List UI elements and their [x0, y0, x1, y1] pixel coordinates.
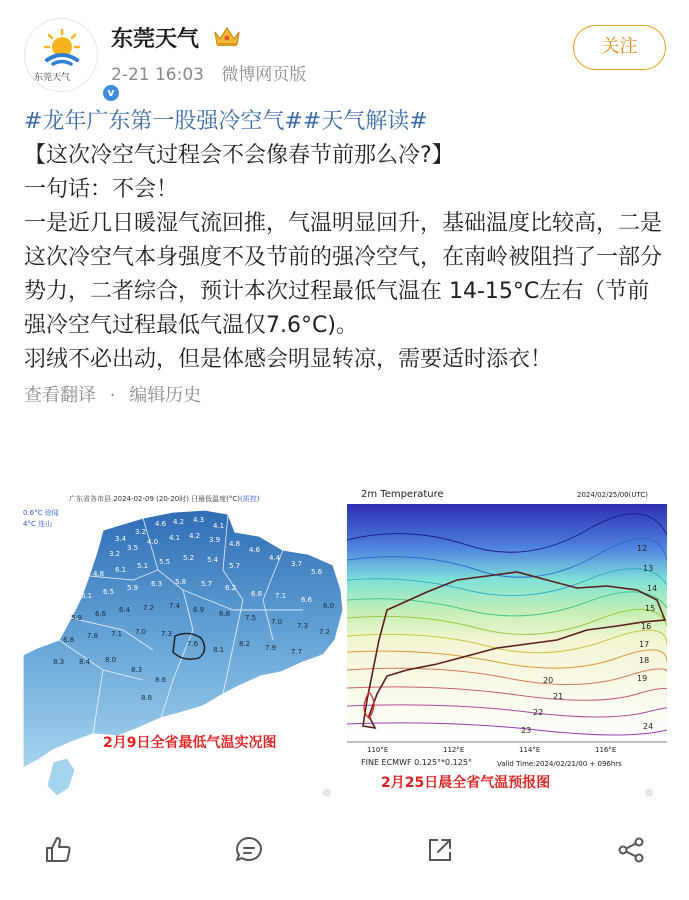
map-value-label: 8.2 — [239, 640, 251, 648]
username[interactable]: 东莞天气 — [111, 27, 200, 52]
map-value-label: 7.0 — [271, 618, 283, 626]
see-translation-link[interactable]: 查看翻译 — [24, 385, 96, 406]
post-header — [0, 0, 689, 99]
map-value-label: 5.2 — [183, 554, 195, 562]
contour-label: 17 — [639, 640, 650, 649]
map-value-label: 4.2 — [189, 532, 201, 540]
post-paragraph-4: 羽绒不必出动，但是体感会明显转凉，需要适时添衣！ — [24, 347, 553, 372]
map-value-label: 8.6 — [155, 676, 167, 684]
map-value-label: 7.1 — [111, 630, 123, 638]
avatar[interactable] — [24, 18, 115, 99]
map-value-label: 6.8 — [251, 590, 263, 598]
map-value-label: 7.3 — [297, 622, 309, 630]
map-value-label: 5.7 — [229, 562, 241, 570]
forecast-caption: 2月25日晨全省气温预报图 — [381, 775, 551, 791]
map-value-label: 4.3 — [193, 516, 205, 524]
map-value-label: 4.8 — [93, 570, 105, 578]
map-value-label: 4.4 — [269, 554, 281, 562]
map-value-label: 7.5 — [245, 614, 257, 622]
map-value-label: 7.2 — [319, 628, 331, 636]
post-paragraph-1: 【这次冷空气过程会不会像春节前那么冷?】 — [24, 143, 454, 168]
comment-icon — [233, 834, 265, 866]
forecast-valid-time: Valid Time:2024/02/21/00 + 096hrs — [497, 760, 622, 768]
verified-badge-icon: v — [101, 83, 121, 103]
contour-label: 16 — [641, 622, 652, 631]
map-value-label: 4.1 — [169, 534, 181, 542]
map-caption: 2月9日全省最低气温实况图 — [103, 735, 277, 751]
contour-label: 18 — [639, 656, 650, 665]
map-value-label: 3.5 — [127, 544, 139, 552]
map-value-label: 3.2 — [109, 550, 121, 558]
image-forecast-map[interactable] — [347, 480, 667, 800]
map-value-label: 8.3 — [131, 666, 143, 674]
contour-label: 22 — [533, 708, 544, 717]
post-footer-links — [24, 381, 669, 411]
edit-history-link[interactable]: 编辑历史 — [129, 385, 202, 406]
contour-label: 13 — [643, 564, 654, 573]
contour-label: 21 — [553, 692, 564, 701]
map-value-label: 5.4 — [207, 556, 219, 564]
image-min-temp-map[interactable] — [23, 480, 343, 800]
contour-label: 19 — [637, 674, 648, 683]
map-value-label: 6.5 — [103, 588, 115, 596]
map-value-label: 8.8 — [141, 694, 153, 702]
map-value-label: 7.3 — [161, 630, 173, 638]
map-value-label: 5.7 — [201, 580, 213, 588]
map-value-label: 8.3 — [53, 658, 65, 666]
post-content — [24, 105, 669, 411]
contour-label: 20 — [543, 676, 554, 685]
map-value-label: 6.1 — [115, 566, 127, 574]
map-value-label: 7.2 — [143, 604, 155, 612]
crown-icon[interactable] — [212, 24, 242, 48]
map-value-label: 6.2 — [225, 584, 237, 592]
action-bar — [0, 820, 689, 880]
map-value-label: 6.9 — [193, 606, 205, 614]
post-paragraph-2: 一句话：不会！ — [24, 177, 179, 202]
map-value-label: 6.8 — [219, 610, 231, 618]
share-icon — [615, 834, 647, 866]
map-value-label: 4.8 — [229, 540, 241, 548]
map-value-label: 3.9 — [209, 536, 221, 544]
map-value-label: 3.7 — [291, 560, 303, 568]
map-value-label: 6.4 — [119, 606, 131, 614]
lon-label-116: 116°E — [595, 746, 617, 754]
contour-label: 23 — [521, 726, 532, 735]
map-value-label: 5.5 — [159, 558, 171, 566]
map-value-label: 6.6 — [301, 596, 313, 604]
avatar-text: 东莞天气 — [34, 73, 71, 83]
map-value-label: 8.4 — [79, 658, 91, 666]
forecast-model: FINE ECMWF 0.125°*0.125° — [361, 758, 472, 767]
map-value-label: 7.0 — [135, 628, 147, 636]
forward-icon — [424, 834, 456, 866]
map-value-label: 7.6 — [187, 640, 199, 648]
map-value-label: 3.4 — [115, 535, 127, 543]
comment-button[interactable] — [229, 830, 269, 870]
map-legend-2: 4°C 连山 — [23, 520, 53, 528]
map-value-label: 5.1 — [137, 562, 149, 570]
map-value-label: 6.3 — [151, 580, 163, 588]
post-date: 2-21 16:03 — [111, 65, 204, 85]
map-value-label: 3.2 — [135, 528, 147, 536]
map-value-label: 5.8 — [175, 578, 187, 586]
map-value-label: 4.2 — [173, 518, 185, 526]
contour-label: 24 — [643, 722, 654, 731]
weibo-watermark-icon: ◎ — [645, 788, 653, 798]
contour-label: 14 — [647, 584, 658, 593]
temperature-contour-icon — [347, 480, 667, 800]
contour-label: 12 — [637, 544, 648, 553]
map-value-label: 5.9 — [127, 584, 139, 592]
like-button[interactable] — [38, 830, 78, 870]
map-value-label: 8.1 — [213, 646, 225, 654]
map-value-label: 7.4 — [169, 602, 181, 610]
weibo-watermark-icon: ◎ — [323, 788, 331, 798]
map-value-label: 7.1 — [275, 592, 287, 600]
post-source[interactable]: 微博网页版 — [221, 65, 307, 85]
like-icon — [42, 834, 74, 866]
follow-button[interactable]: 关注 — [573, 25, 666, 70]
map-value-label: 4.6 — [155, 520, 167, 528]
map-value-label: 5.6 — [311, 568, 323, 576]
share-button[interactable] — [611, 830, 651, 870]
separator: · — [109, 385, 116, 406]
map-value-label: 4.0 — [147, 538, 159, 546]
lon-label-112: 112°E — [443, 746, 465, 754]
map-title: 广东省各市县 2024-02-09 (20-20时) 日最低温度(°C)(质控) — [69, 495, 260, 503]
post-paragraph-3: 一是近几日暖湿气流回推，气温明显回升，基础温度比较高，二是这次冷空气本身强度不及节前的强冷空气，在南岭被阻挡了一部分势力，二者综合，预计本次过程最低气温在 14-15°C左右（节前强冷空气过程最低气温仅7.6°C)。 — [24, 211, 663, 338]
forecast-date: 2024/02/25/00(UTC) — [577, 491, 648, 499]
map-value-label: 7.8 — [87, 632, 99, 640]
map-value-label: 6.1 — [81, 592, 93, 600]
forecast-title: 2m Temperature — [361, 489, 444, 500]
map-value-label: 6.8 — [63, 636, 75, 644]
map-legend-1: 0.6°C 徐闻 — [23, 509, 59, 517]
lon-label-114: 114°E — [519, 746, 541, 754]
post-meta — [111, 60, 318, 85]
map-value-label: 5.9 — [71, 614, 83, 622]
map-value-label: 4.1 — [213, 522, 225, 530]
lon-label-110: 110°E — [367, 746, 389, 754]
contour-label: 15 — [645, 604, 656, 613]
map-value-label: 4.6 — [249, 546, 261, 554]
map-value-label: 6.6 — [95, 610, 107, 618]
topic-links[interactable]: #龙年广东第一股强冷空气##天气解读# — [24, 109, 428, 134]
map-value-label: 8.0 — [105, 656, 117, 664]
map-value-label: 7.9 — [265, 644, 277, 652]
map-value-label: 6.0 — [323, 602, 335, 610]
forward-button[interactable] — [420, 830, 460, 870]
map-value-label: 7.7 — [291, 648, 303, 656]
